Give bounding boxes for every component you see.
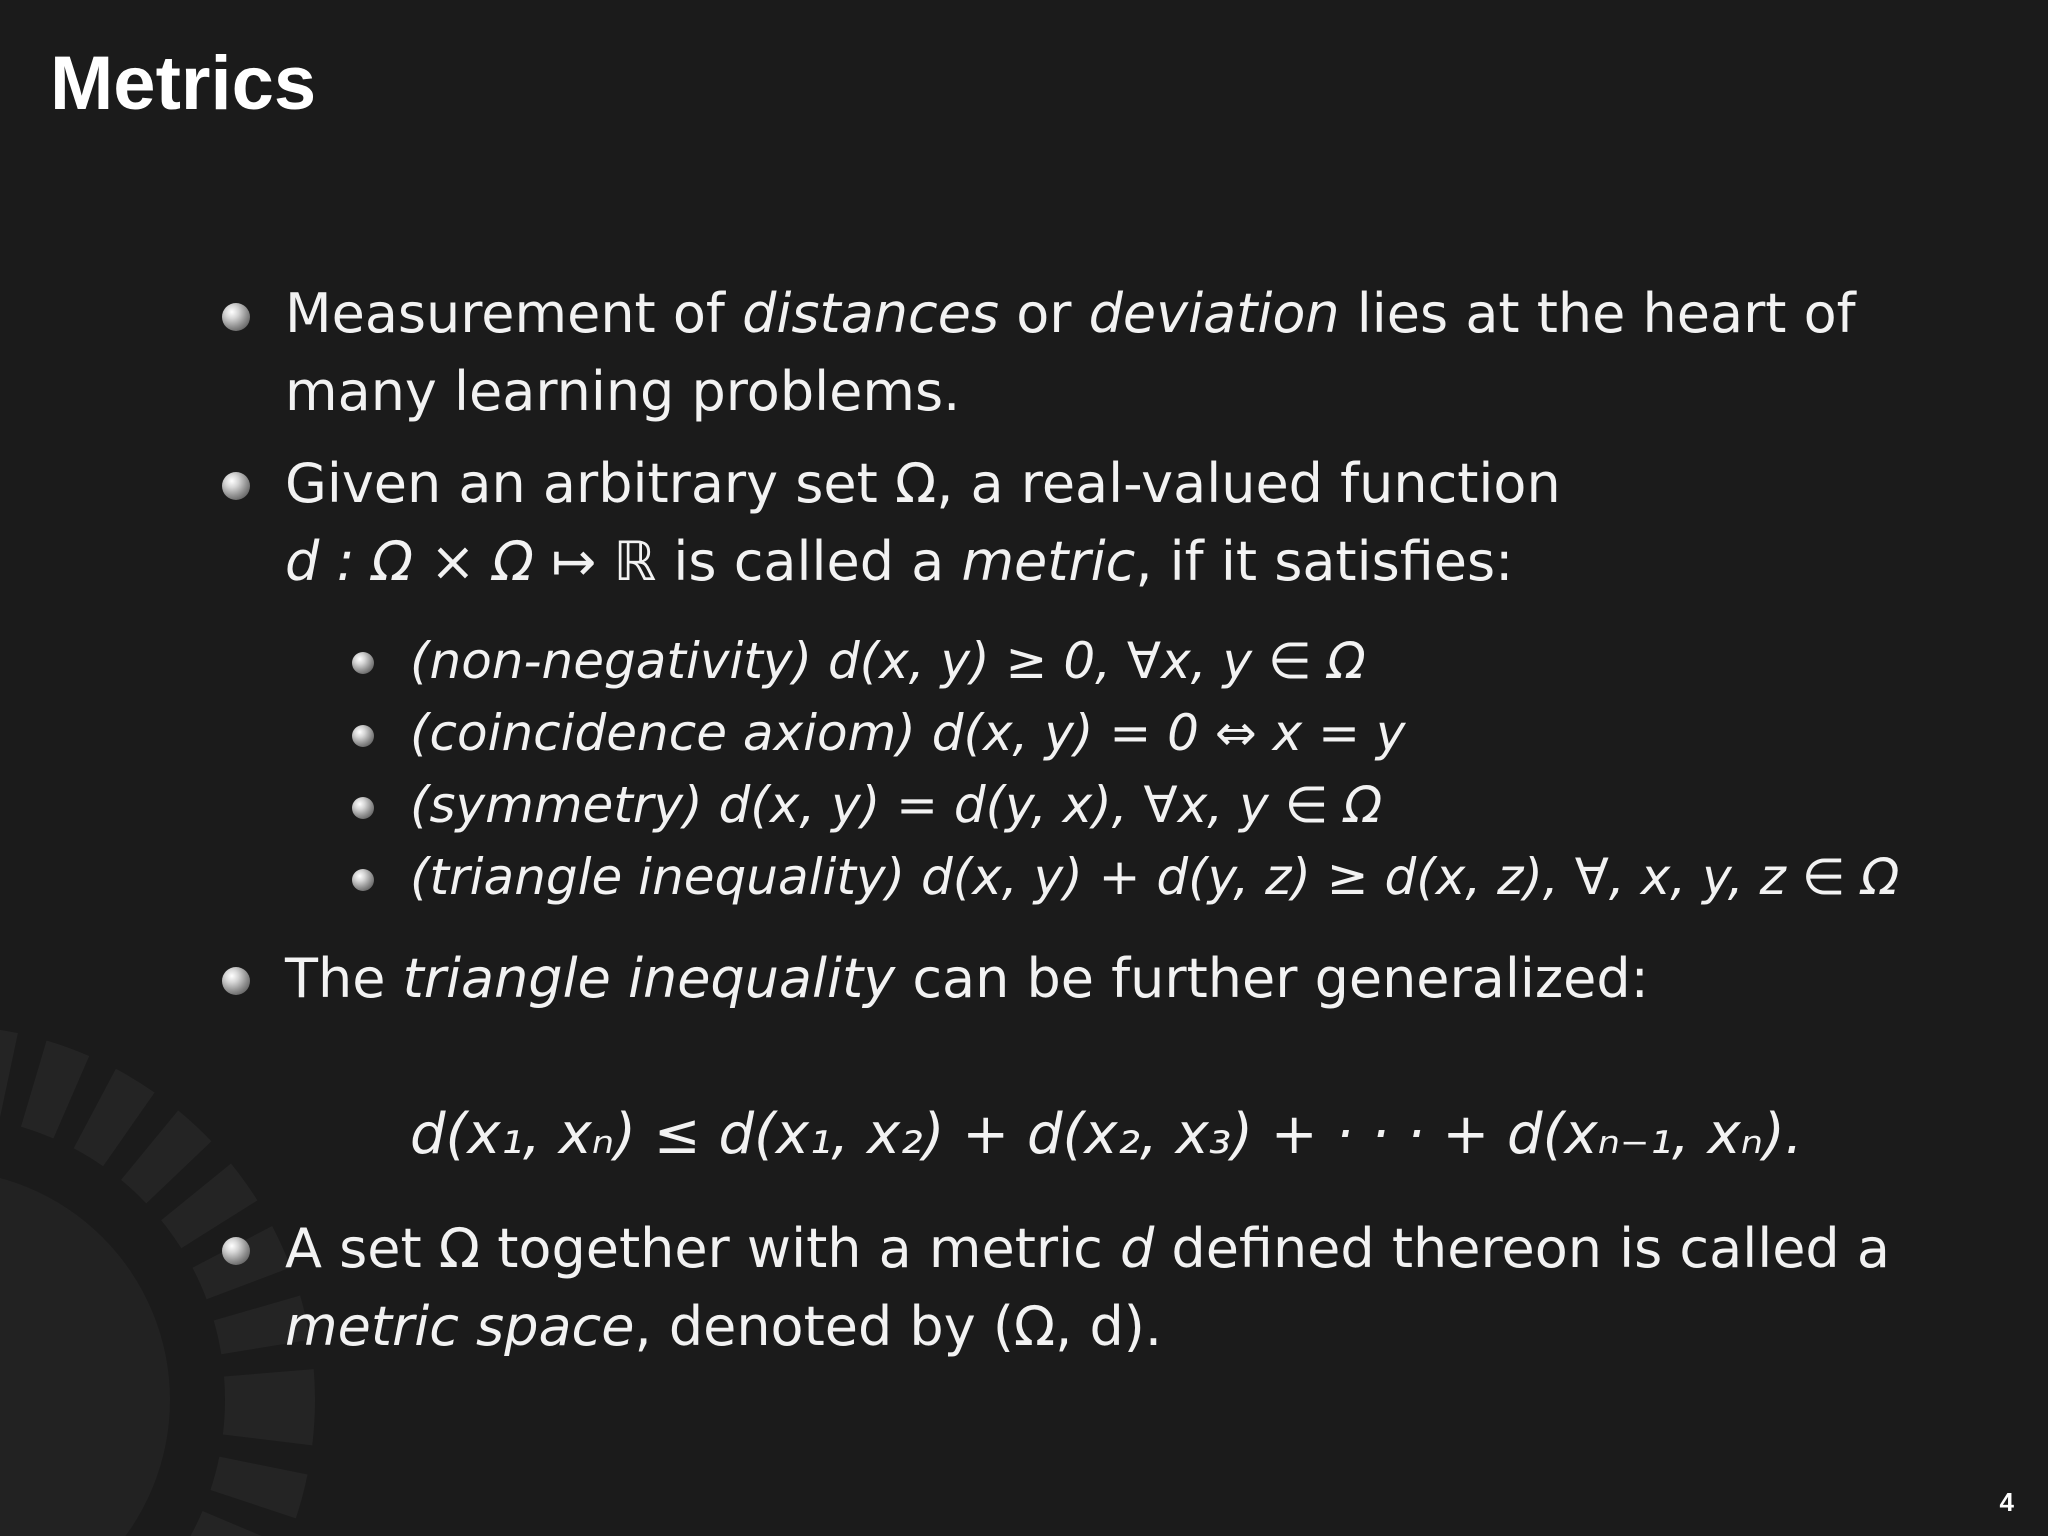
sub-bullet-marker — [352, 725, 374, 747]
sub-bullet-marker — [352, 652, 374, 674]
bullet-line — [285, 523, 1885, 601]
bullet-marker — [222, 967, 250, 995]
property-formula: d(x, y) ≥ 0, ∀x, y ∈ Ω — [827, 632, 1366, 690]
sub-bullet-marker — [352, 797, 374, 819]
emphasis-metric-space: metric space — [285, 1295, 635, 1358]
slide-title: Metrics — [50, 41, 317, 126]
emphasis-deviation: deviation — [1088, 282, 1340, 345]
bullet-measurement — [285, 275, 1885, 431]
text-run: A set Ω together with a metric — [285, 1217, 1120, 1280]
property-formula: d(x, y) + d(y, z) ≥ d(x, z), ∀, x, y, z ∈ Ω — [920, 848, 1900, 906]
sub-bullet-marker — [352, 869, 374, 891]
property-non-negativity — [410, 631, 1366, 691]
property-name: (non-negativity) — [410, 632, 813, 690]
text-run: Measurement of — [285, 282, 743, 345]
text-run: , if it satisfies: — [1135, 530, 1514, 593]
bullet-line: Given an arbitrary set Ω, a real-valued function — [285, 452, 1561, 515]
generalized-triangle-formula — [410, 1100, 1803, 1170]
text-run: defined thereon is called a — [1154, 1217, 1890, 1280]
property-name: (symmetry) — [410, 776, 703, 834]
property-formula: d(x, y) = 0 ⇔ x = y — [931, 704, 1406, 762]
property-coincidence — [410, 703, 1405, 763]
text-run: is called a — [656, 530, 962, 593]
math-function-signature: d : Ω × Ω ↦ ℝ — [285, 530, 657, 593]
bullet-marker — [222, 472, 250, 500]
property-triangle-inequality — [410, 847, 1899, 907]
bullet-line — [285, 1210, 1890, 1288]
text-run: or — [999, 282, 1089, 345]
bullet-line — [285, 275, 1885, 353]
bullet-triangle-generalization — [285, 940, 1885, 1018]
property-symmetry — [410, 775, 1382, 835]
text-run: , denoted by (Ω, d). — [634, 1295, 1162, 1358]
emphasis-d: d — [1119, 1217, 1155, 1280]
bullet-metric-space — [285, 1210, 1890, 1366]
bullet-marker — [222, 303, 250, 331]
bullet-metric-definition — [285, 445, 1885, 601]
emphasis-metric: metric — [961, 530, 1136, 593]
emphasis-distances: distances — [742, 282, 1000, 345]
property-name: (triangle inequality) — [410, 848, 906, 906]
bullet-marker — [222, 1237, 250, 1265]
bullet-line — [285, 1288, 1885, 1366]
emphasis-triangle-inequality: triangle inequality — [402, 947, 896, 1010]
property-name: (coincidence axiom) — [410, 704, 916, 762]
bullet-line: many learning problems. — [285, 360, 961, 423]
text-run: can be further generalized: — [895, 947, 1649, 1010]
page-number: 4 — [1999, 1487, 2014, 1517]
text-run: The — [285, 947, 403, 1010]
formula-text: d(x₁, xₙ) ≤ d(x₁, x₂) + d(x₂, x₃) + · · · + d(xₙ₋₁, xₙ). — [410, 1102, 1803, 1167]
property-formula: d(x, y) = d(y, x), ∀x, y ∈ Ω — [718, 776, 1383, 834]
text-run: lies at the heart of — [1339, 282, 1856, 345]
